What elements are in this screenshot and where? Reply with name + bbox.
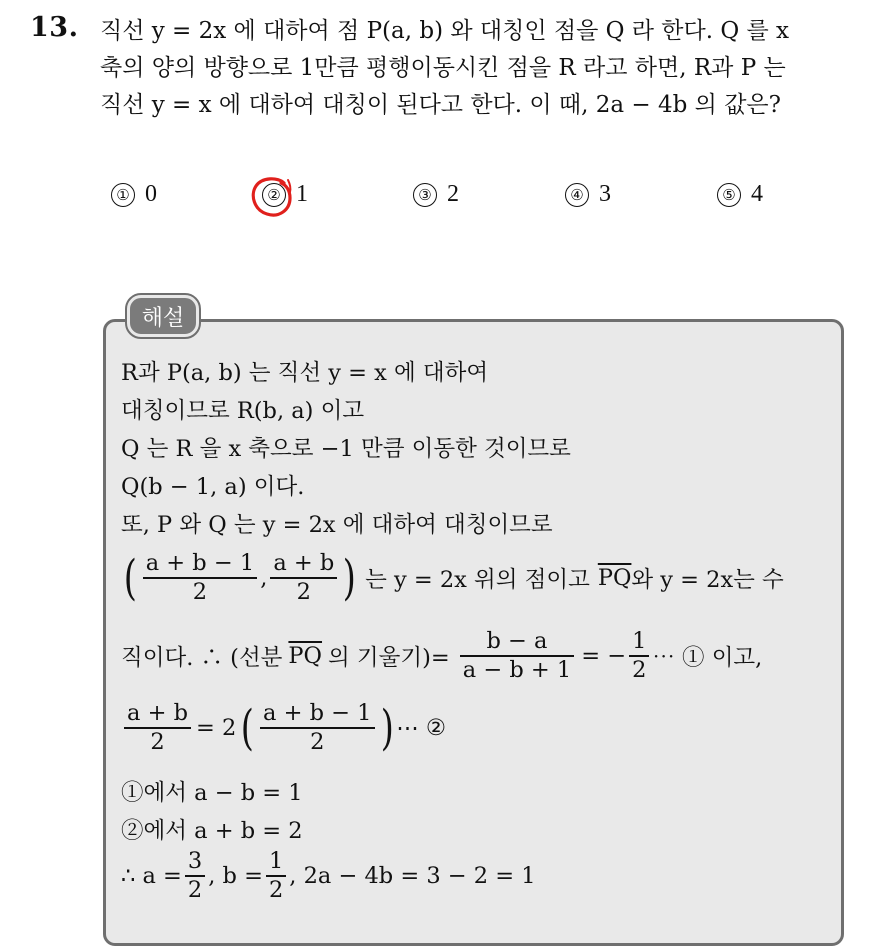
segment-pq-2: $\overline{PQ}$ (288, 642, 323, 669)
b-value-fraction: $\frac{1}{2}$ (266, 848, 286, 904)
choice-5[interactable] (717, 181, 763, 208)
solution-line-8: $\frac{a + b}{2}$ = 2 ( $\frac{a + b - 1}{2}$ ) ⋯ ② (121, 700, 446, 756)
question-line-3: 직선 y = x 에 대하여 대칭이 된다고 한다. 이 때, 2a − 4b 의 값은? (100, 92, 781, 118)
fraction-x-coord: $\frac{a + b - 1}{2}$ (143, 550, 257, 606)
choice-3-number: ③ (413, 183, 437, 207)
question-line-1: 직선 y = 2x 에 대하여 점 P(a, b) 와 대칭인 점을 Q 라 한다. Q 를 x (100, 18, 790, 44)
question-line-2: 축의 양의 방향으로 1만큼 평행이동시킨 점을 R 라고 하면, R과 P 는 (100, 55, 786, 81)
solution-line-5: 또, P 와 Q 는 y = 2x 에 대하여 대칭이므로 (121, 512, 553, 538)
midpoint-fraction-left: $\frac{a + b}{2}$ (124, 700, 191, 756)
choice-4-number: ④ (565, 183, 589, 207)
a-value-fraction: $\frac{3}{2}$ (185, 848, 205, 904)
solution-line-2: 대칭이므로 R(b, a) 이고 (121, 398, 365, 424)
midpoint-fraction-right: $\frac{a + b - 1}{2}$ (260, 700, 374, 756)
choice-1[interactable] (111, 181, 157, 208)
solution-tag: 해설 (127, 295, 199, 337)
half-fraction: $\frac{1}{2}$ (629, 628, 649, 684)
line6-text-a: 는 y = 2x 위의 점이고 (365, 566, 590, 593)
solution-line-1: R과 P(a, b) 는 직선 y = x 에 대하여 (121, 360, 489, 386)
choice-3[interactable] (413, 181, 459, 208)
choice-1-number: ① (111, 183, 135, 207)
solution-line-7: 직이다. ∴ (선분 $\overline{PQ}$ 의 기울기)= $\frac{b - a}{a - b + 1}$ = − $\frac{1}{2}$ ⋯ ① 이고, (121, 628, 763, 683)
solution-line-6: ( $\frac{a + b - 1}{2}$ , $\frac{a + b}{2}$ ) 는 y = 2x 위의 점이고 $\overline{PQ}$ 와 y = 2x는 수 (123, 549, 784, 606)
left-paren: ( (123, 549, 137, 606)
choice-5-number: ⑤ (717, 183, 741, 207)
question-stem (100, 13, 870, 124)
choice-5-value: 4 (751, 181, 763, 207)
line6-text-b: 와 y = 2x는 수 (631, 566, 784, 593)
choice-4[interactable] (565, 181, 611, 208)
choice-2-number: ② (262, 183, 286, 207)
choice-2[interactable] (262, 181, 308, 208)
solution-line-3: Q 는 R 을 x 축으로 −1 만큼 이동한 것이므로 (121, 436, 571, 462)
choice-3-value: 2 (447, 181, 459, 207)
solution-line-4: Q(b − 1, a) 이다. (121, 474, 305, 500)
right-paren: ) (343, 549, 357, 606)
choice-2-value: 1 (296, 181, 308, 207)
fraction-y-coord: $\frac{a + b}{2}$ (270, 550, 337, 606)
solution-line-11: ∴ a = $\frac{3}{2}$ , b = $\frac{1}{2}$ , 2a − 4b = 3 − 2 = 1 (121, 848, 536, 903)
solution-line-10: ②에서 a + b = 2 (121, 818, 303, 844)
choice-4-value: 3 (599, 181, 611, 207)
choice-1-value: 0 (145, 181, 157, 207)
slope-fraction: $\frac{b - a}{a - b + 1}$ (460, 628, 574, 684)
question-number: 13. (30, 12, 79, 43)
segment-pq: $\overline{PQ}$ (597, 564, 632, 591)
solution-line-9: ①에서 a − b = 1 (121, 780, 303, 806)
answer-choices (0, 181, 884, 215)
